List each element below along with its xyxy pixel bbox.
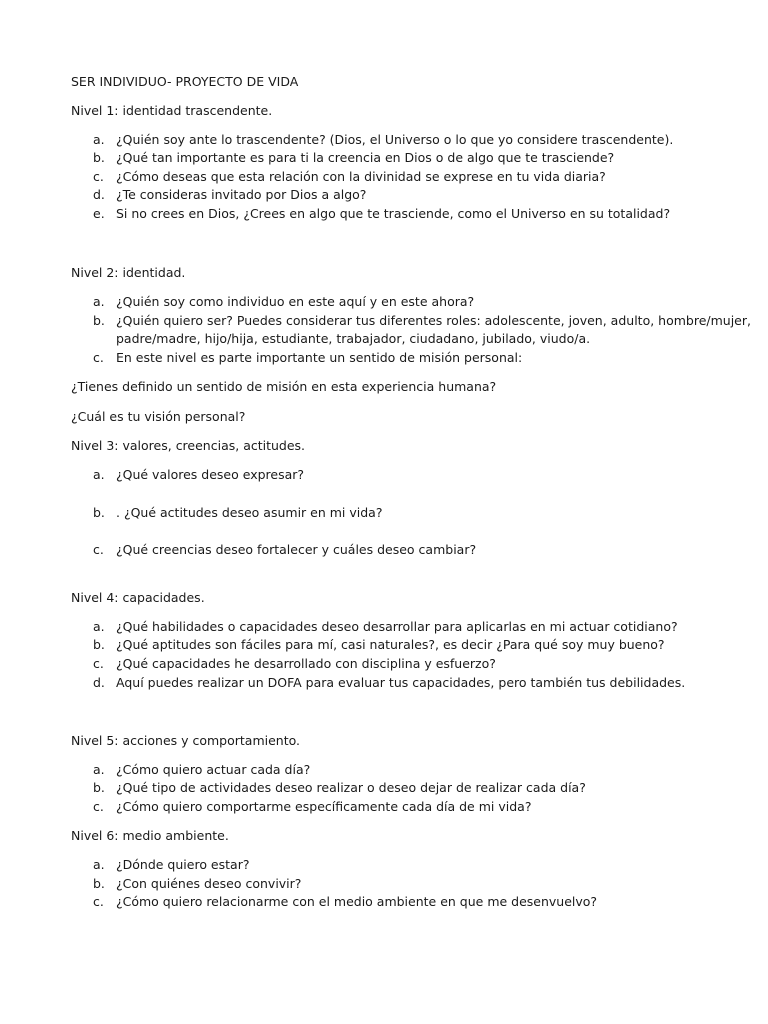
list-marker: a.: [93, 762, 105, 777]
list-marker: b.: [93, 876, 105, 891]
list-marker: a.: [93, 467, 105, 482]
list-item-text: Aquí puedes realizar un DOFA para evaluar tus capacidades, pero también tus debilidades.: [116, 675, 686, 690]
list-marker: e.: [93, 206, 105, 221]
list-marker: b.: [93, 505, 105, 520]
list-marker: b.: [93, 150, 105, 165]
level-6-heading: Nivel 6: medio ambiente.: [71, 828, 229, 843]
list-marker: c.: [93, 542, 104, 557]
list-marker: a.: [93, 294, 105, 309]
list-marker: b.: [93, 313, 105, 328]
list-item-text: ¿Qué habilidades o capacidades deseo desarrollar para aplicarlas en mi actuar cotidiano?: [116, 619, 678, 634]
list-item-text: ¿Qué aptitudes son fáciles para mí, casi naturales?, es decir ¿Para qué soy muy bueno?: [116, 637, 665, 652]
list-item-text: ¿Qué creencias deseo fortalecer y cuáles deseo cambiar?: [116, 542, 477, 557]
list-marker: b.: [93, 780, 105, 795]
list-item-text: padre/madre, hijo/hija, estudiante, trabajador, ciudadano, jubilado, viudo/a.: [116, 331, 591, 346]
level-3-heading: Nivel 3: valores, creencias, actitudes.: [71, 438, 306, 453]
list-item-text: Si no crees en Dios, ¿Crees en algo que te trasciende, como el Universo en su totalidad?: [116, 206, 671, 221]
level-1-heading: Nivel 1: identidad trascendente.: [71, 103, 273, 118]
list-marker: d.: [93, 675, 105, 690]
list-item-text: ¿Quién quiero ser? Puedes considerar tus diferentes roles: adolescente, joven, adulto, hombre/mujer,: [116, 313, 751, 328]
list-item-text: . ¿Qué actitudes deseo asumir en mi vida?: [116, 505, 383, 520]
list-marker: c.: [93, 169, 104, 184]
list-marker: a.: [93, 619, 105, 634]
list-marker: b.: [93, 637, 105, 652]
list-item-text: ¿Qué valores deseo expresar?: [116, 467, 305, 482]
list-item-text: ¿Cómo quiero relacionarme con el medio ambiente en que me desenvuelvo?: [116, 894, 598, 909]
list-marker: a.: [93, 857, 105, 872]
list-marker: c.: [93, 350, 104, 365]
vision-question: ¿Cuál es tu visión personal?: [71, 409, 246, 424]
list-item-text: ¿Te consideras invitado por Dios a algo?: [116, 187, 367, 202]
level-2-heading: Nivel 2: identidad.: [71, 265, 186, 280]
level-4-heading: Nivel 4: capacidades.: [71, 590, 205, 605]
list-marker: c.: [93, 799, 104, 814]
list-marker: c.: [93, 656, 104, 671]
list-item-text: ¿Qué tipo de actividades deseo realizar o deseo dejar de realizar cada día?: [116, 780, 586, 795]
list-item-text: ¿Qué capacidades he desarrollado con disciplina y esfuerzo?: [116, 656, 496, 671]
list-item-text: En este nivel es parte importante un sentido de misión personal:: [116, 350, 523, 365]
list-item-text: ¿Quién soy como individuo en este aquí y en este ahora?: [116, 294, 475, 309]
list-item-text: ¿Con quiénes deseo convivir?: [116, 876, 302, 891]
list-item-text: ¿Qué tan importante es para ti la creencia en Dios o de algo que te trasciende?: [116, 150, 615, 165]
list-item-text: ¿Cómo quiero comportarme específicamente cada día de mi vida?: [116, 799, 532, 814]
list-marker: c.: [93, 894, 104, 909]
list-item-text: ¿Quién soy ante lo trascendente? (Dios, el Universo o lo que yo considere trascendente).: [116, 132, 674, 147]
list-marker: d.: [93, 187, 105, 202]
list-item-text: ¿Cómo quiero actuar cada día?: [116, 762, 311, 777]
list-marker: a.: [93, 132, 105, 147]
list-item-text: ¿Cómo deseas que esta relación con la divinidad se exprese en tu vida diaria?: [116, 169, 606, 184]
list-item-text: ¿Dónde quiero estar?: [116, 857, 250, 872]
document-title: SER INDIVIDUO- PROYECTO DE VIDA: [71, 74, 299, 89]
mission-question: ¿Tienes definido un sentido de misión en esta experiencia humana?: [71, 379, 497, 394]
level-5-heading: Nivel 5: acciones y comportamiento.: [71, 733, 301, 748]
